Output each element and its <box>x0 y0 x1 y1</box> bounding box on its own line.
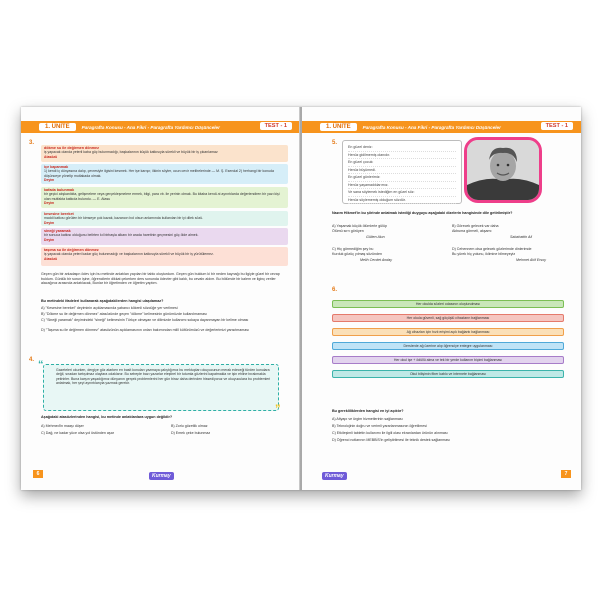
definition-band <box>41 211 288 226</box>
left-page-header <box>21 121 300 133</box>
definition-label: Deyim <box>44 220 55 225</box>
poem-line: Henüz gidilmemiş olanıdır. <box>348 152 456 160</box>
definition-term: kafada bulunmak <box>44 188 75 192</box>
option-a[interactable]: A) Yaşamak küçük ölümlerle gülüp Ölümü sırrı görüyen <box>332 224 387 233</box>
option-c[interactable]: C) "Sineği yaramak" deyimindeki "sineği" kelimesinin Türkçe olmayan ve dilimizde kullanımı sokaya dayanmayan bir kelime olması <box>41 318 249 322</box>
poem-line: En güzel çocuk: <box>348 159 456 167</box>
definition-band <box>41 187 288 208</box>
definition-band <box>41 228 288 245</box>
question-number: 3. <box>29 140 35 146</box>
definition-band <box>41 164 288 184</box>
sentence-box: Her okulda sözleri odasının oluşturulması <box>332 300 564 308</box>
definition-term: sineği yaramak <box>44 229 71 233</box>
option-d[interactable]: D) Öğrenci notlarının MEBBİS'in geliştirilmesi ile teknik destek sağlanması <box>332 438 450 442</box>
definition-band <box>41 145 288 162</box>
poet-photo <box>464 137 542 203</box>
option-a[interactable]: A) Altyapı ve ürgim hizmetlerinin sağlanması <box>332 417 403 421</box>
page-number: 7 <box>561 470 571 478</box>
brand-logo: Kurmay <box>322 472 347 480</box>
sentence-box: Okul bilişimin fiber kablo ve internete bağlanması <box>332 370 564 378</box>
header-title: Paragrafta Konusu - Ana Fikri - Paragrafta Yardımcı Düşünceler <box>362 124 501 130</box>
definition-label: Atasözü <box>44 154 58 159</box>
portrait-image <box>467 140 539 200</box>
definition-label: Deyim <box>44 200 55 205</box>
unit-label: 1. ÜNİTE <box>39 123 76 131</box>
left-page <box>21 107 300 490</box>
sentence-box: Derslerde ağ üzerine alıp öğrenciye entegre uygulanması <box>332 342 564 350</box>
open-workbook <box>21 107 581 490</box>
question-stem: Aşağıdaki atasözlerinden hangisi, bu metinde anlatılanlara uygun değildir? <box>41 415 173 419</box>
sentence-box: Her okula güvenli, sağ göçüşlü cihazların bağlanması <box>332 314 564 322</box>
definition-term: taşıma su ile değirmen dönmez <box>44 248 99 252</box>
definition-term: kesesine bereket <box>44 212 74 216</box>
definition-text: 1) kendi iç dünyasına dalıp, çevresiyle ilgisini kesmek. Her işe karışır, ilkinin söyler, ocun cevir melihelerinde — M. Ş. Esendal 2) herhangi bir konuda düşünceye yönelip mutlakada olmak. <box>44 169 274 178</box>
close-quote-icon: ” <box>275 403 281 415</box>
definition-label: Deyim <box>44 237 55 242</box>
page-number: 6 <box>33 470 43 478</box>
definition-text: bir geçici alışkanlıkta, gelişmelere veya gerçekleşmelere ermek, bilgi, para vb. ile yerinin olmak. Bu kitaba kendi-ni ayrıntılarda değerlendiren bir yazı kişi olan mutfakta katkıda bulundu. — E. Atasu <box>44 192 280 201</box>
question-number: 4. <box>29 357 35 363</box>
unit-label: 1. ÜNİTE <box>320 123 357 131</box>
option-b-author: Sabahattin Ali <box>510 235 533 239</box>
option-b[interactable]: B) Teknolojinin doğru ve verimli yararlanmasının öğretilmesi <box>332 424 427 428</box>
definition-term: dökme su ile değirmen dönmez <box>44 146 99 150</box>
definition-text: iş yapacak olanda yeterli kaba güç bulunmadığı, başkalarının küçük katkısıyla sürekli ve büyük bir iş çıkarılamaz <box>44 150 218 155</box>
definition-text: maddi katkısı görülen bir kimseye çok kazak, kazancın bol olsun anlamında kullanılan bir iyi dilek sözü. <box>44 216 204 221</box>
definition-label: Atasözü <box>44 256 58 261</box>
right-page <box>302 107 581 490</box>
poem-line: Ve sana söylemek istediğim en güzel söz: <box>348 189 456 197</box>
definition-label: Deyim <box>44 177 55 182</box>
poem-box <box>342 140 462 204</box>
option-b[interactable]: B) "Dökme su ile değirmen dönmez" atasözünde geçen "dökme" kelimesinin günümüzde kullanılmaması <box>41 312 207 316</box>
sentence-box: Her okul işe + ödüllü alma ve tek bir yerde kullanım biçimi bağlanması <box>332 356 564 364</box>
option-c[interactable]: C) Dağ, ne kadar yüce olsa yol üstünden aşar <box>41 431 114 435</box>
definition-band <box>41 247 288 266</box>
option-a-author: Gülten Akın <box>366 235 385 239</box>
poem-line: En güzel günlerimiz: <box>348 174 456 182</box>
header-title: Paragrafta Konusu - Ana Fikri - Paragrafta Yardımcı Düşünceler <box>81 124 220 130</box>
question-stem: Nazım Hikmet'in bu şiirinde anlatmak istediği duyguyu aşağıdaki dizelerin hangisinde dile getirilmiştir? <box>332 211 513 215</box>
open-quote-icon: “ <box>38 359 44 371</box>
poem-line: Henüz yaşamadıklarımız. <box>348 182 456 190</box>
quote-box <box>43 364 279 411</box>
option-c[interactable]: C) Hiç görmediğim şey bu Kurduk gözüç yılmaş sözünden <box>332 247 382 256</box>
question-stem: Bu metindeki ifadeleri kullanarak aşağıdakilerden hangisi ulaşılamaz? <box>41 299 164 303</box>
option-d[interactable]: D) Emek çeke bulunmaz <box>171 431 211 435</box>
brand-logo: Kurmay <box>149 472 174 480</box>
test-label: TEST - 1 <box>260 122 292 130</box>
question-number: 5. <box>332 140 338 146</box>
question-stem: Bu gerekliliklerden hangisi en iyi açıktır? <box>332 409 404 413</box>
definition-text: iş yapacak olanda yeteri kadar güç bulunmadığı ve başkalarının katkısıyla sürekli ve büyük bir iş yürütülemez. <box>44 252 214 257</box>
right-page-header <box>302 121 581 133</box>
option-b[interactable]: B) Görecek gelecek var daha Akbuma görmeli, akşamı <box>452 224 499 233</box>
definition-term: içe kapanmak <box>44 165 69 169</box>
quote-text: Gazeteleri okurken, dergiye göz atarken en basit konuları yazmaya çalıştığımız bu mektupları okuyucunun merak edeceği türden konulara değil, sıradan tartışılmaz olaylara odaklanır. Bu sebeple bazı yazarlar eleştirel bir tutumla gözlerini kapatmakla ve işin ehline bırakmakla yetinirler. Buna karşın yaşadığımız dünyanın gerçek problemlerini her gün biraz daha derinden hissediyoruz ve okuyuculara bu problemleri anlatmak, her şeyi ayrıntılarıyla yazmak gerekir. <box>56 368 271 385</box>
question-body: Geçen gün bir arkadaşın ödev için bu metinde anlatılan yapılan bir tablo oluşturdum. Geçen gün buldum ki bir neden kaynağı bu ilgiyle güzel bir cevap buldum. Günlük bir sorun işine, öğrencilerin dikkat çekerken ders sonunda ödevler gibi kaldı, bu cevabı aldım. Bu bölümde bir kalem ve ilginç veriler alacağınız arasında anlatılacak, Bunlar bir öğretimden ve öğretim yaptım. <box>41 272 280 286</box>
poem-line: Henüz söylememiş olduğum sözdür. <box>348 197 456 205</box>
poem-line: En güzel deniz: <box>348 144 456 152</box>
option-a[interactable]: A) Mehmed'in maaşı düşer <box>41 424 84 428</box>
option-d[interactable]: D) "Taşıma su ile değirmen dönmez" atasözünün açıklamasının onları bakımından millî kültürümüzü ve değerlerimizi yansıtmaması <box>41 328 250 332</box>
option-c[interactable]: C) Etkileşimli tabletin kullanımı ile ilgili olası ekranlardan ürünün alınması <box>332 431 448 435</box>
poem-line: Henüz büyümedi. <box>348 167 456 175</box>
sentence-box: Ağ cihazları için hızlı erişimi açık bağlantı bağlanması <box>332 328 564 336</box>
definition-text: bir sonuca katkısı olduğunu belirten kıl birbaşla alkanı bir arada haretinin geçmesini güç ölde almek. <box>44 233 199 238</box>
option-c-author: Melih Cevdet Anday <box>360 258 393 262</box>
question-number: 6. <box>332 287 338 293</box>
option-d-author: Mehmet Akif Ersoy <box>516 258 547 262</box>
option-b[interactable]: B) Zorlu gözetlik olmaz <box>171 424 208 428</box>
option-d[interactable]: D) Cehennem olsa gelecek gözlerimde dinlerimde Bu yürek hiç yolunu, iklimine bilmeyeyiz <box>452 247 532 256</box>
test-label: TEST - 1 <box>541 122 573 130</box>
option-a[interactable]: A) "Kesesine bereket" deyiminin açıklamasında yabancı kökenli sözcüğe yer verilmesi <box>41 306 178 310</box>
